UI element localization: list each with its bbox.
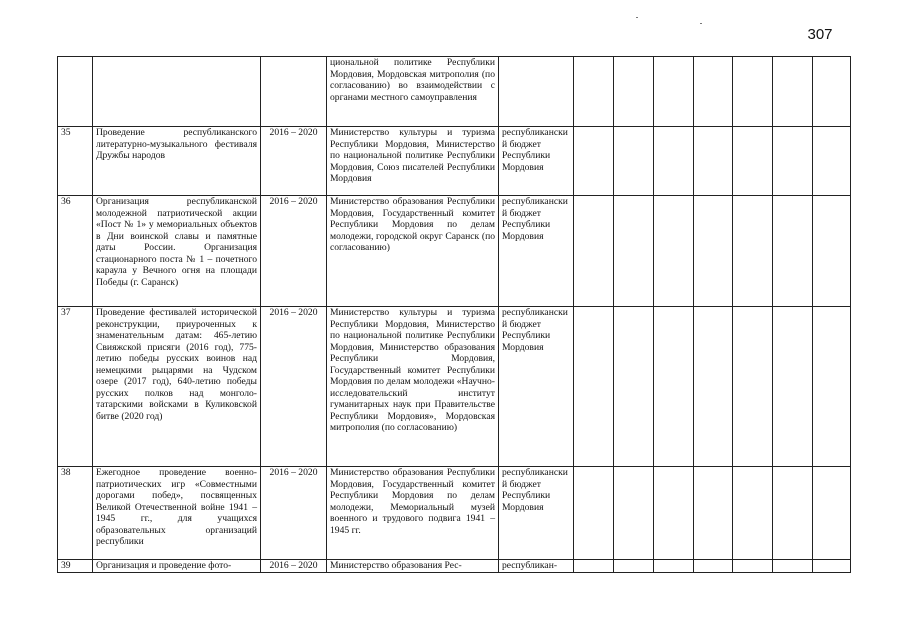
empty-cell: [614, 467, 654, 560]
period-cell: 2016 – 2020: [261, 560, 327, 573]
funding-cell: республиканский бюджет Республики Мордовия: [499, 127, 574, 196]
row-number: 36: [58, 196, 93, 307]
event-cell: Проведение фестивалей исторической реконструкции, приуроченных к знаменательным датам: 465-летию Свияжской присяги (2016 год), 775-летию победы русских воинов над немецкими рыцарями на Чудском озере (2017 год), 640-летию победы русских полков над монголо-татарскими войсками в Куликовской битве (2020 год): [93, 307, 261, 467]
table-row: [58, 560, 851, 573]
event-cell: Организация и проведение фото-: [93, 560, 261, 573]
page-number: 307: [807, 26, 833, 43]
row-number: 38: [58, 467, 93, 560]
table-row: [58, 307, 851, 467]
event-cell: Ежегодное проведение военно-патриотических игр «Совместными дорогами побед», посвященных Великой Отечественной войне 1941 – 1945 гг., для учащихся образовательных организаций республики: [93, 467, 261, 560]
period-cell: 2016 – 2020: [261, 127, 327, 196]
empty-cell: [614, 57, 654, 127]
empty-cell: [773, 307, 813, 467]
empty-cell: [773, 560, 813, 573]
empty-cell: [574, 560, 614, 573]
period-cell: 2016 – 2020: [261, 467, 327, 560]
empty-cell: [733, 560, 773, 573]
empty-cell: [813, 467, 851, 560]
row-number: 37: [58, 307, 93, 467]
empty-cell: [654, 196, 694, 307]
empty-cell: [733, 307, 773, 467]
empty-cell: [694, 127, 733, 196]
empty-cell: [813, 560, 851, 573]
empty-cell: [654, 307, 694, 467]
row-number: [58, 57, 93, 127]
funding-cell: [499, 57, 574, 127]
event-cell: [93, 57, 261, 127]
executors-cell: циональной политике Республики Мордовия, Мордовская митрополия (по согласованию) во взаимодействии с органами местного самоуправления: [327, 57, 499, 127]
period-cell: 2016 – 2020: [261, 307, 327, 467]
table-row: [58, 127, 851, 196]
executors-cell: Министерство культуры и туризма Республики Мордовия, Министерство по национальной политике Республики Мордовия, Министерство образования Республики Мордовия, Государственный комитет Республики Мордовия по делам молодежи «Научно-исследовательский институт гуманитарных наук при Правительстве Республики Мордовия», Мордовская митрополия (по согласованию): [327, 307, 499, 467]
empty-cell: [694, 57, 733, 127]
empty-cell: [574, 57, 614, 127]
table-row: [58, 57, 851, 127]
empty-cell: [694, 196, 733, 307]
empty-cell: [654, 560, 694, 573]
funding-cell: республиканский бюджет Республики Мордовия: [499, 307, 574, 467]
measures-table: [57, 56, 851, 573]
empty-cell: [614, 196, 654, 307]
empty-cell: [574, 127, 614, 196]
event-cell: Проведение республиканского литературно-музыкального фестиваля Дружбы народов: [93, 127, 261, 196]
empty-cell: [733, 57, 773, 127]
empty-cell: [733, 196, 773, 307]
table-row: [58, 467, 851, 560]
empty-cell: [733, 127, 773, 196]
empty-cell: [773, 57, 813, 127]
empty-cell: [614, 560, 654, 573]
empty-cell: [694, 467, 733, 560]
empty-cell: [694, 560, 733, 573]
empty-cell: [773, 467, 813, 560]
empty-cell: [574, 307, 614, 467]
funding-cell: республикан-: [499, 560, 574, 573]
empty-cell: [733, 467, 773, 560]
empty-cell: [773, 196, 813, 307]
row-number: 39: [58, 560, 93, 573]
executors-cell: Министерство образования Рес-: [327, 560, 499, 573]
funding-cell: республиканский бюджет Республики Мордовия: [499, 467, 574, 560]
empty-cell: [813, 127, 851, 196]
row-number: 35: [58, 127, 93, 196]
period-cell: [261, 57, 327, 127]
empty-cell: [614, 307, 654, 467]
empty-cell: [654, 57, 694, 127]
funding-cell: республиканский бюджет Республики Мордовия: [499, 196, 574, 307]
empty-cell: [813, 196, 851, 307]
empty-cell: [813, 57, 851, 127]
empty-cell: [614, 127, 654, 196]
executors-cell: Министерство образования Республики Мордовия, Государственный комитет Республики Мордовия по делам молодежи, Мемориальный музей военного и трудового подвига 1941 – 1945 гг.: [327, 467, 499, 560]
event-cell: Организация республиканской молодежной патриотической акции «Пост № 1» у мемориальных объектов в Дни воинской славы и памятные даты России. Организация стационарного поста № 1 – почетного караула у Вечного огня на площади Победы (г. Саранск): [93, 196, 261, 307]
executors-cell: Министерство культуры и туризма Республики Мордовия, Министерство по национальной политике Республики Мордовия, Союз писателей Республики Мордовия: [327, 127, 499, 196]
period-cell: 2016 – 2020: [261, 196, 327, 307]
empty-cell: [654, 127, 694, 196]
empty-cell: [694, 307, 733, 467]
empty-cell: [574, 467, 614, 560]
executors-cell: Министерство образования Республики Мордовия, Государственный комитет Республики Мордовия по делам молодежи, городской округ Саранск (по согласованию): [327, 196, 499, 307]
empty-cell: [654, 467, 694, 560]
empty-cell: [813, 307, 851, 467]
empty-cell: [574, 196, 614, 307]
table-row: [58, 196, 851, 307]
scan-speck: [636, 17, 638, 18]
empty-cell: [773, 127, 813, 196]
scan-speck: [700, 23, 702, 24]
